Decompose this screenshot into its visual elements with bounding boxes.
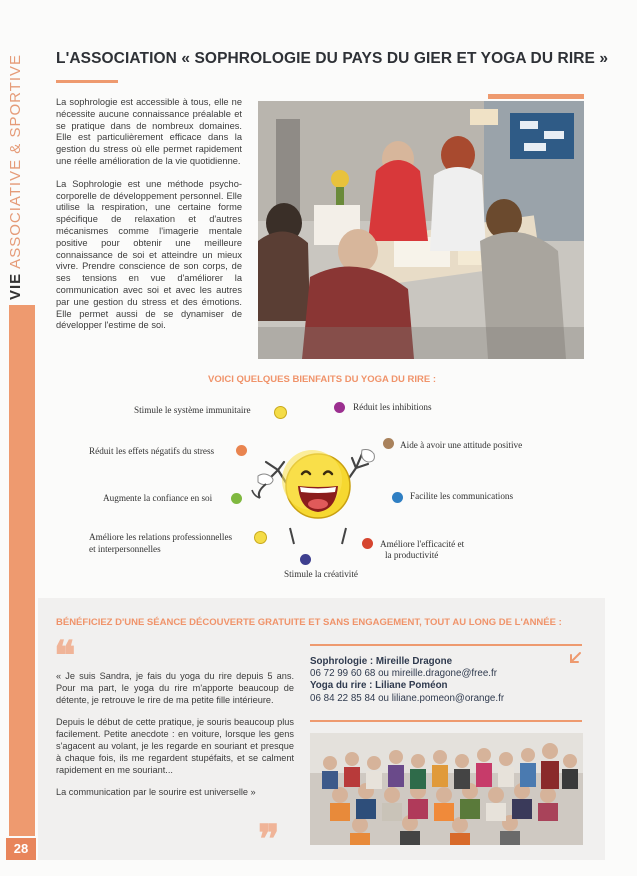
green-dot-icon bbox=[231, 493, 242, 504]
testimonial-paragraph-2: Depuis le début de cette pratique, je souris beaucoup plus facilement. Petite anecdote : en voiture, lorsque les gens s'agacent au volant, je les regarde en souriant et presque à chaque fois, ils me regardent stupéfaits, et se calment rapidement en me souriant... bbox=[56, 717, 294, 775]
smiley-icon bbox=[274, 406, 287, 419]
group-photo bbox=[310, 733, 583, 845]
section-label-text: ASSOCIATIVE & SPORTIVE bbox=[7, 53, 24, 269]
intro-paragraph-1: La sophrologie est accessible à tous, elle ne nécessite aucune connaissance préalable et se pratique dans de nombreux domaines. Elle est particulièrement efficace dans la gestion du stress où elle permet rapidement une réelle amélioration de la vie quotidienne. bbox=[56, 97, 242, 166]
sophro-email[interactable]: mireille.dragone@free.fr bbox=[391, 668, 497, 680]
section-color-bar bbox=[9, 305, 35, 836]
contact-rule-top bbox=[310, 644, 582, 646]
benefit-efficacite-1: Améliore l'efficacité et bbox=[380, 539, 465, 549]
benefit-creativite: Stimule la créativité bbox=[284, 569, 358, 579]
open-quote-icon: ❝ bbox=[54, 633, 76, 678]
benefit-positive: Aide à avoir une attitude positive bbox=[400, 440, 523, 450]
workshop-photo bbox=[258, 101, 584, 359]
sophro-contact-label: Sophrologie : Mireille Dragone bbox=[310, 656, 453, 667]
benefit-inhibitions: Réduit les inhibitions bbox=[353, 402, 432, 412]
sophro-phone[interactable]: 06 72 99 60 68 bbox=[310, 668, 376, 680]
benefit-confiance: Augmente la confiance en soi bbox=[103, 493, 213, 503]
brown-dot-icon bbox=[383, 438, 394, 449]
orange-dot-icon bbox=[236, 445, 247, 456]
benefit-communications: Facilite les communications bbox=[410, 491, 514, 501]
testimonial-text bbox=[56, 671, 294, 799]
benefit-immunitaire: Stimule le système immunitaire bbox=[134, 405, 251, 415]
arrow-down-left-icon bbox=[569, 651, 582, 664]
purple-dot-icon bbox=[334, 402, 345, 413]
benefits-title: VOICI QUELQUES BIENFAITS DU YOGA DU RIRE : bbox=[208, 374, 437, 385]
contact-rule-bottom bbox=[310, 720, 582, 722]
benefit-relations-2: et interpersonnelles bbox=[89, 544, 161, 554]
contact-block bbox=[310, 656, 504, 705]
group-photo-illustration bbox=[310, 733, 583, 845]
section-label-bold: VIE bbox=[7, 272, 24, 300]
title-underline bbox=[56, 80, 118, 83]
workshop-photo-illustration bbox=[258, 101, 584, 359]
benefit-stress: Réduit les effets négatifs du stress bbox=[89, 446, 215, 456]
yoga-separator: ou bbox=[378, 692, 390, 704]
laughing-smiley-icon bbox=[250, 444, 382, 554]
intro-paragraph-2: La Sophrologie est une méthode psycho-corporelle de développement personnel. Elle utilise la respiration, une certaine forme spécifique de relaxation et d'autres mécanismes comme l'imagerie mentale positive pour obtenir une meilleure connaissance de soi et atteindre un mieux vivre. Prendre conscience de son corps, de ses tensions en vue d'améliorer la communication avec soi et avec les autres par une gestion du stress et des émotions. Elle permet aussi de se dynamiser de développer l'estime de soi. bbox=[56, 178, 242, 331]
navy-dot-icon bbox=[300, 554, 311, 565]
page-number: 28 bbox=[6, 838, 36, 860]
benefit-relations-1: Améliore les relations professionnelles bbox=[89, 532, 233, 542]
photo-accent-bar bbox=[488, 94, 584, 99]
testimonial-paragraph-3: La communication par le sourire est universelle » bbox=[56, 787, 256, 798]
intro-text bbox=[56, 97, 242, 332]
testimonial-paragraph-1: « Je suis Sandra, je fais du yoga du rire depuis 5 ans. Pour ma part, le yoga du rire m'apporte beaucoup de détente, je retrouve le rire de ma petite fille intérieure. bbox=[56, 671, 294, 705]
sophro-separator: ou bbox=[378, 668, 390, 680]
yoga-email[interactable]: liliane.pomeon@orange.fr bbox=[391, 692, 505, 704]
promo-title: BÉNÉFICIEZ D'UNE SÉANCE DÉCOUVERTE GRATUITE ET SANS ENGAGEMENT, TOUT AU LONG DE L'ANNÉE : bbox=[56, 617, 562, 628]
section-label bbox=[7, 53, 24, 300]
section-sidebar bbox=[0, 0, 40, 876]
article-title: L'ASSOCIATION « SOPHROLOGIE DU PAYS DU GIER ET YOGA DU RIRE » bbox=[56, 50, 609, 67]
yoga-contact-label: Yoga du rire : Liliane Poméon bbox=[310, 680, 448, 692]
benefit-efficacite-2: la productivité bbox=[385, 550, 439, 560]
yoga-phone[interactable]: 06 84 22 85 84 bbox=[310, 692, 376, 704]
close-quote-icon: ❞ bbox=[258, 817, 280, 862]
blue-dot-icon bbox=[392, 492, 403, 503]
